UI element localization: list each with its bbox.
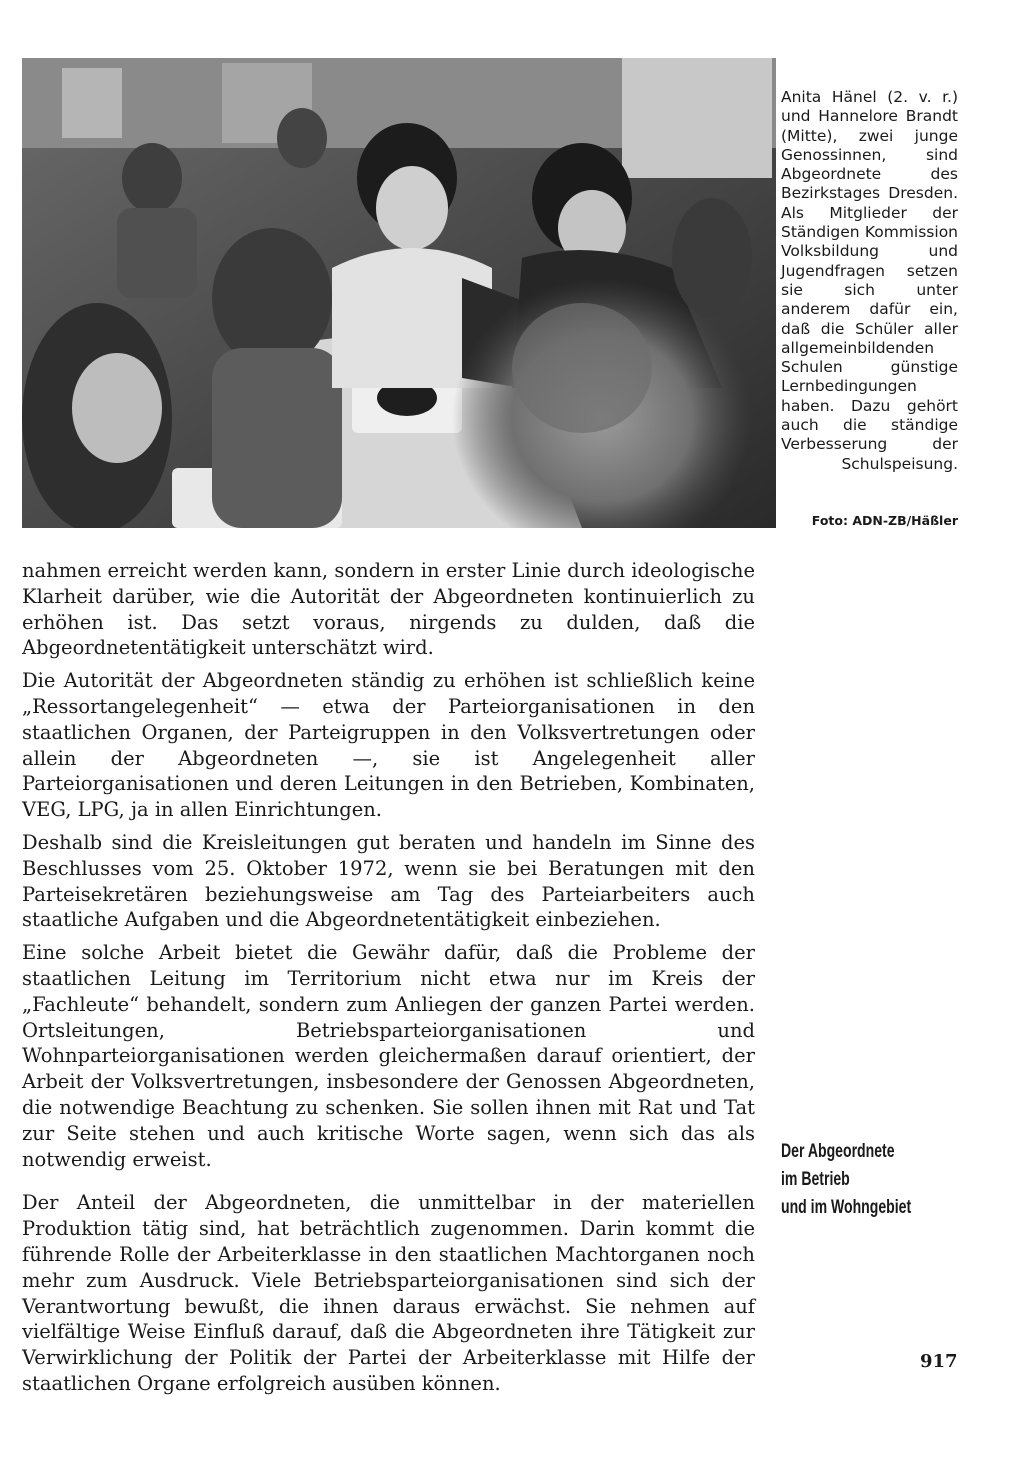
paragraph: Die Autorität der Abgeordneten ständig zu erhöhen ist schließlich keine „Ressortangelegenheit“ — etwa der Parteiorganisationen in den staatlichen Organen, der Parteigruppen in den Volksvertretungen oder allein der Abgeordneten —, sie ist Angelegenheit aller Parteiorganisationen und deren Leitungen in den Betrieben, Kombinaten, VEG, LPG, ja in allen Einrichtungen. [22, 669, 755, 822]
margin-heading-line: Der Abgeordnete [781, 1141, 895, 1162]
paragraph: Deshalb sind die Kreisleitungen gut beraten und handeln im Sinne des Beschlusses vom 25. Oktober 1972, wenn sie bei Beratungen mit den Parteisekretären beziehungsweise am Tag des Parteiarbeiters auch staatliche Aufgaben und die Abgeordnetentätigkeit einbeziehen. [22, 830, 755, 932]
margin-heading [781, 1138, 973, 1222]
paragraph: Der Anteil der Abgeordneten, die unmittelbar in der materiellen Produktion tätig sind, hat beträchtlich zugenommen. Darin kommt die führende Rolle der Arbeiterklasse in den staatlichen Machtorganen noch mehr zum Ausdruck. Viele Betriebsparteiorganisationen sind sich der Verantwortung bewußt, die ihnen daraus erwächst. Sie nehmen auf vielfältige Weise Einfluß darauf, daß die Abgeordneten ihre Tätigkeit zur Verwirklichung der Politik der Partei der Arbeiterklasse mit Hilfe der staatlichen Organe erfolgreich ausüben können. [22, 1191, 755, 1395]
article-body [22, 558, 755, 1404]
margin-heading-line: im Betrieb [781, 1169, 850, 1190]
margin-heading-line: und im Wohngebiet [781, 1197, 912, 1218]
paragraph: nahmen erreicht werden kann, sondern in erster Linie durch ideologische Klarheit darüber, wie die Autorität der Abgeordneten kontinuierlich zu erhöhen ist. Das setzt voraus, nirgends zu dulden, daß die Abgeordnetentätigkeit unterschätzt wird. [22, 559, 755, 660]
classroom-photo-illustration [22, 58, 776, 528]
photo-credit: Foto: ADN-ZB/Häßler [811, 513, 958, 528]
paragraph: Eine solche Arbeit bietet die Gewähr dafür, daß die Probleme der staatlichen Leitung im Territorium nicht etwa nur im Kreis der „Fachleute“ behandelt, sondern zum Anliegen der ganzen Partei werden. Ortsleitungen, Betriebsparteiorganisationen und Wohnparteiorganisationen werden gleichermaßen darauf orientiert, der Arbeit der Volksvertretungen, insbesondere der Genossen Abgeordneten, die notwendige Beachtung zu schenken. Sie sollen ihnen mit Rat und Tat zur Seite stehen und auch kritische Worte sagen, wenn sich das als notwendig erweist. [22, 941, 755, 1171]
photo-caption [781, 88, 958, 474]
page-number: 917 [920, 1351, 958, 1372]
photo-image [22, 58, 776, 528]
caption-text: Anita Hänel (2. v. r.) und Hannelore Brandt (Mitte), zwei junge Genossinnen, sind Abgeordnete des Bezirkstages Dresden. Als Mitglieder der Ständigen Kommission Volksbildung und Jugendfragen setzen sie sich unter anderem dafür ein, daß die Schüler aller allgemeinbildenden Schulen günstige Lernbedingungen haben. Dazu gehört auch die ständige Verbesserung der Schulspeisung. [781, 88, 958, 473]
